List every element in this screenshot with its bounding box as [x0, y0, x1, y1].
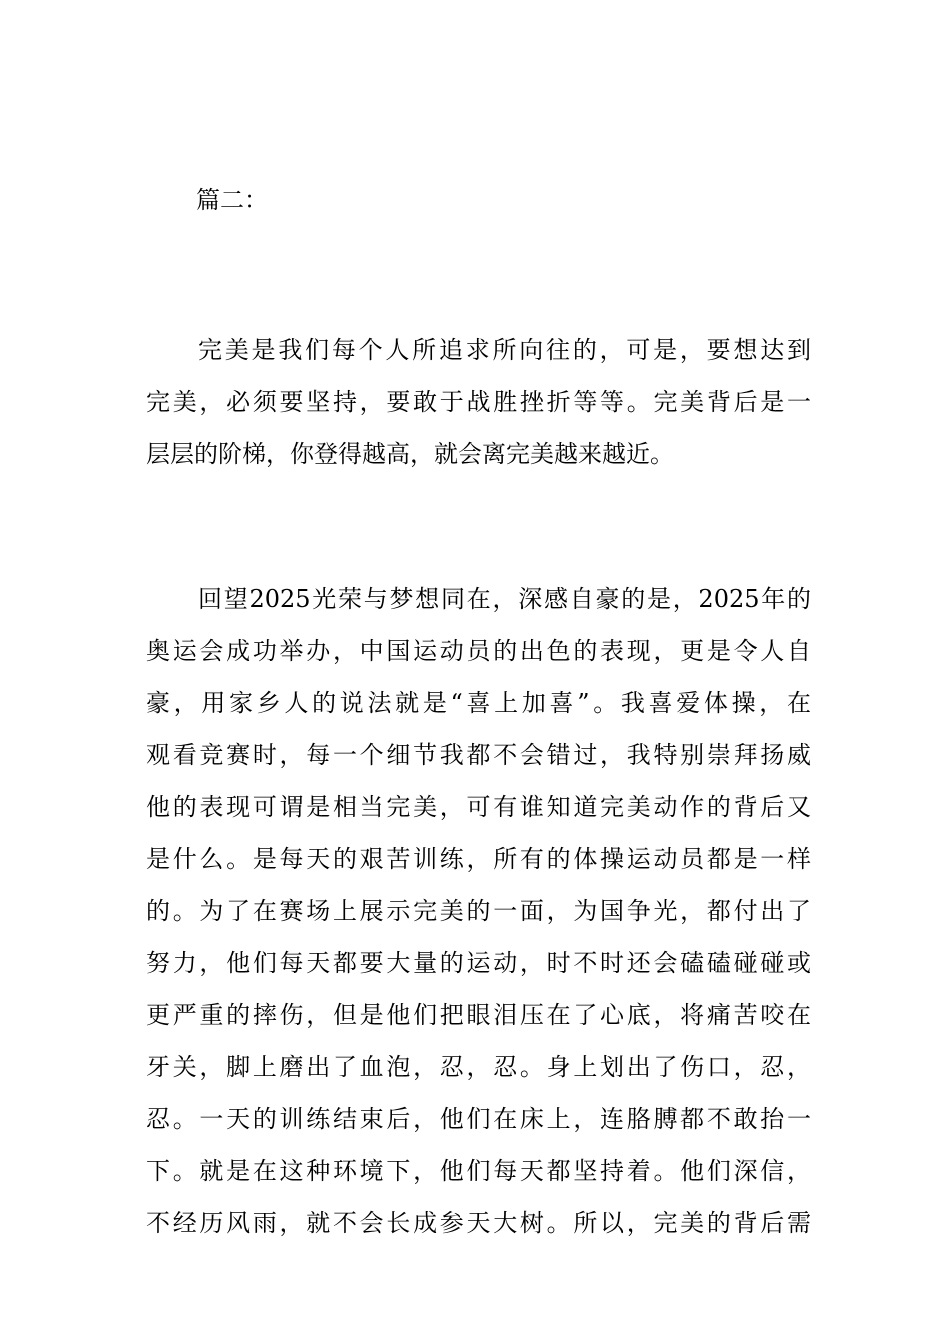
paragraph-line: 他的表现可谓是相当完美，可有谁知道完美动作的背后又	[146, 793, 811, 821]
paragraph-line: 层层的阶梯，你登得越高，就会离完美越来越近。	[146, 440, 674, 468]
paragraph-line: 是什么。是每天的艰苦训练，所有的体操运动员都是一样	[146, 845, 811, 873]
paragraph-line: 努力，他们每天都要大量的运动，时不时还会磕磕碰碰或	[146, 949, 811, 977]
paragraph-line: 豪，用家乡人的说法就是“喜上加喜”。我喜爱体操，在	[146, 689, 811, 717]
paragraph-line: 更严重的摔伤，但是他们把眼泪压在了心底，将痛苦咬在	[146, 1001, 811, 1029]
paragraph-line: 完美是我们每个人所追求所向往的，可是，要想达到	[198, 336, 811, 364]
section-heading: 篇二：	[196, 186, 268, 214]
paragraph-line: 奥运会成功举办，中国运动员的出色的表现，更是令人自	[146, 637, 811, 665]
paragraph-line: 下。就是在这种环境下，他们每天都坚持着。他们深信，	[146, 1157, 811, 1185]
paragraph-line: 回望2025光荣与梦想同在，深感自豪的是，2025年的	[198, 585, 811, 613]
paragraph-line: 忍。一天的训练结束后，他们在床上，连胳膊都不敢抬一	[146, 1105, 811, 1133]
paragraph-line: 不经历风雨，就不会长成参天大树。所以，完美的背后需	[146, 1209, 811, 1237]
paragraph-line: 完美，必须要坚持，要敢于战胜挫折等等。完美背后是一	[146, 388, 811, 416]
paragraph-line: 的。为了在赛场上展示完美的一面，为国争光，都付出了	[146, 897, 811, 925]
paragraph-2	[146, 573, 811, 1249]
paragraph-line: 观看竞赛时，每一个细节我都不会错过，我特别崇拜扬威	[146, 741, 811, 769]
paragraph-1	[146, 324, 811, 480]
paragraph-line: 牙关，脚上磨出了血泡，忍，忍。身上划出了伤口，忍，	[146, 1053, 811, 1081]
